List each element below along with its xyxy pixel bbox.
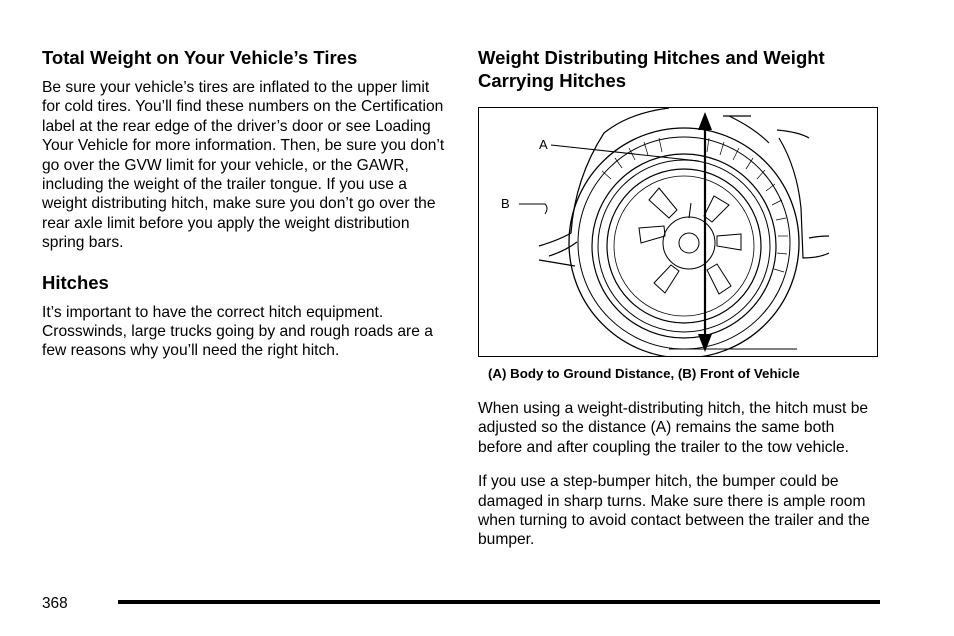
paragraph-hitches: It’s important to have the correct hitch equipment. Crosswinds, large trucks going by and rough roads are a few reasons why you’ll need the right hitch. xyxy=(42,303,433,360)
wheel-illustration xyxy=(478,107,878,357)
fender-lines xyxy=(539,108,829,266)
label-b: B xyxy=(501,196,510,211)
right-column xyxy=(478,46,882,565)
heading-hitches: Hitches xyxy=(42,271,109,293)
heading-weight-distributing: Weight Distributing Hitches and Weight Carrying Hitches xyxy=(478,47,825,91)
distance-arrow xyxy=(698,112,712,352)
tire xyxy=(569,128,799,357)
page-number: 368 xyxy=(42,595,68,612)
paragraph-weight-distributing: When using a weight-distributing hitch, the hitch must be adjusted so the distance (A) remains the same both before and after coupling the trailer to the tow vehicle. xyxy=(478,400,869,456)
figure-caption: (A) Body to Ground Distance, (B) Front of Vehicle xyxy=(488,366,800,381)
wheel-hub xyxy=(639,188,741,294)
paragraph-total-weight: Be sure your vehicle’s tires are inflated to the upper limit for cold tires. You’ll find these numbers on the Certification label at the rear edge of the driver’s door or see Loading Your Vehicle for more information. Then, be sure you don’t go over the GVW limit for your vehicle, or the GAWR, including the weight of the trailer tongue. If you use a weight distributing hitch, make sure you don’t go over the rear axle limit before you apply the weight distribution spring bars. xyxy=(42,79,445,252)
paragraph-step-bumper: If you use a step-bumper hitch, the bumper could be damaged in sharp turns. Make sure there is ample room when turning to avoid contact between the trailer and the bumper. xyxy=(478,473,870,549)
heading-total-weight: Total Weight on Your Vehicle’s Tires xyxy=(42,47,358,68)
wheel-diagram xyxy=(479,108,878,357)
footer-rule xyxy=(118,600,880,604)
label-a: A xyxy=(539,137,548,152)
left-column xyxy=(42,46,450,376)
